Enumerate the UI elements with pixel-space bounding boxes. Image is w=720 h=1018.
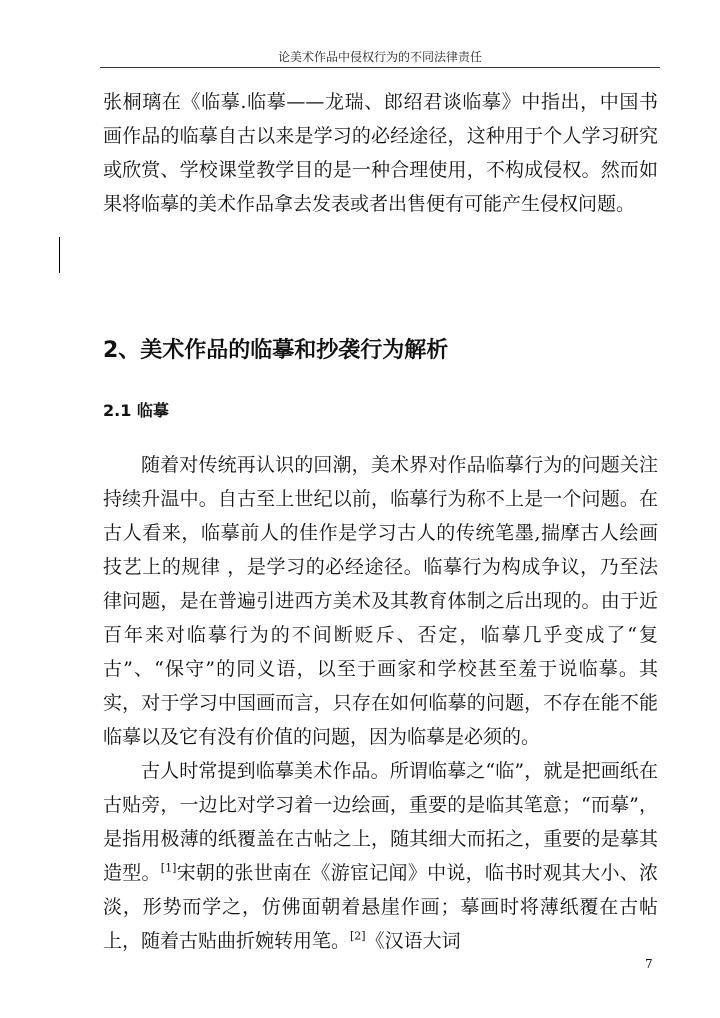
footnote-ref[interactable]: [1]: [160, 861, 177, 875]
paragraph-text: 宋朝的张世南在《游宦记闻》中说，临书时观其大小、浓淡，形势而学之，仿佛面朝着悬崖作画；摹画时将薄纸覆在古帖上，随着古贴曲折婉转用笔。: [103, 862, 658, 952]
footnote-ref[interactable]: [2]: [350, 929, 366, 943]
section-heading: 2、美术作品的临摹和抄袭行为解析: [103, 338, 449, 363]
paragraph-intro: 张桐璃在《临摹.临摹——龙瑞、郎绍君谈临摹》中指出，中国书画作品的临摹自古以来是学习的必经途径，这种用于个人学习研究或欣赏、学校课堂教学目的是一种合理使用，不构成侵权。然而如果将临摹的美术作品拿去发表或者出售便有可能产生侵权问题。: [103, 91, 658, 215]
paragraph-text: 古人时常提到临摹美术作品。所谓临摹之“临”，就是把画纸在古贴旁，一边比对学习着一边绘画，重要的是临其笔意；“而摹”，是指用极薄的纸覆盖在古帖之上，随其细大而拓之，重要的是摹其造型。: [103, 760, 658, 884]
page-number: 7: [645, 957, 653, 971]
running-header: 论美术作品中侵权行为的不同法律责任: [277, 50, 482, 64]
header-divider: [100, 67, 660, 68]
paragraph-linmo-history: 随着对传统再认识的回潮，美术界对作品临摹行为的问题关注持续升温中。自古至上世纪以前，临摹行为称不上是一个问题。在古人看来，临摹前人的佳作是学习古人的传统笔墨,揣摩古人绘画技艺上的规律 ，是学习的必经途径。临摹行为构成争议，乃至法律问题，是在普遍引进西方美术及其教育体制之后出现的。由于近百年来对临摹行为的不间断贬斥、否定，临摹几乎变成了“复古”、“保守”的同义语，以至于画家和学校甚至羞于说临摹。其实，对于学习中国画而言，只存在如何临摹的问题，不存在能不能临摹以及它有没有价值的问题，因为临摹是必须的。: [103, 454, 658, 748]
paragraph-text: 《汉语大词: [365, 930, 461, 952]
paragraph-linmo-definition: [103, 754, 658, 958]
revision-marker: [59, 237, 60, 273]
subsection-heading: 2.1 临摹: [103, 401, 169, 420]
